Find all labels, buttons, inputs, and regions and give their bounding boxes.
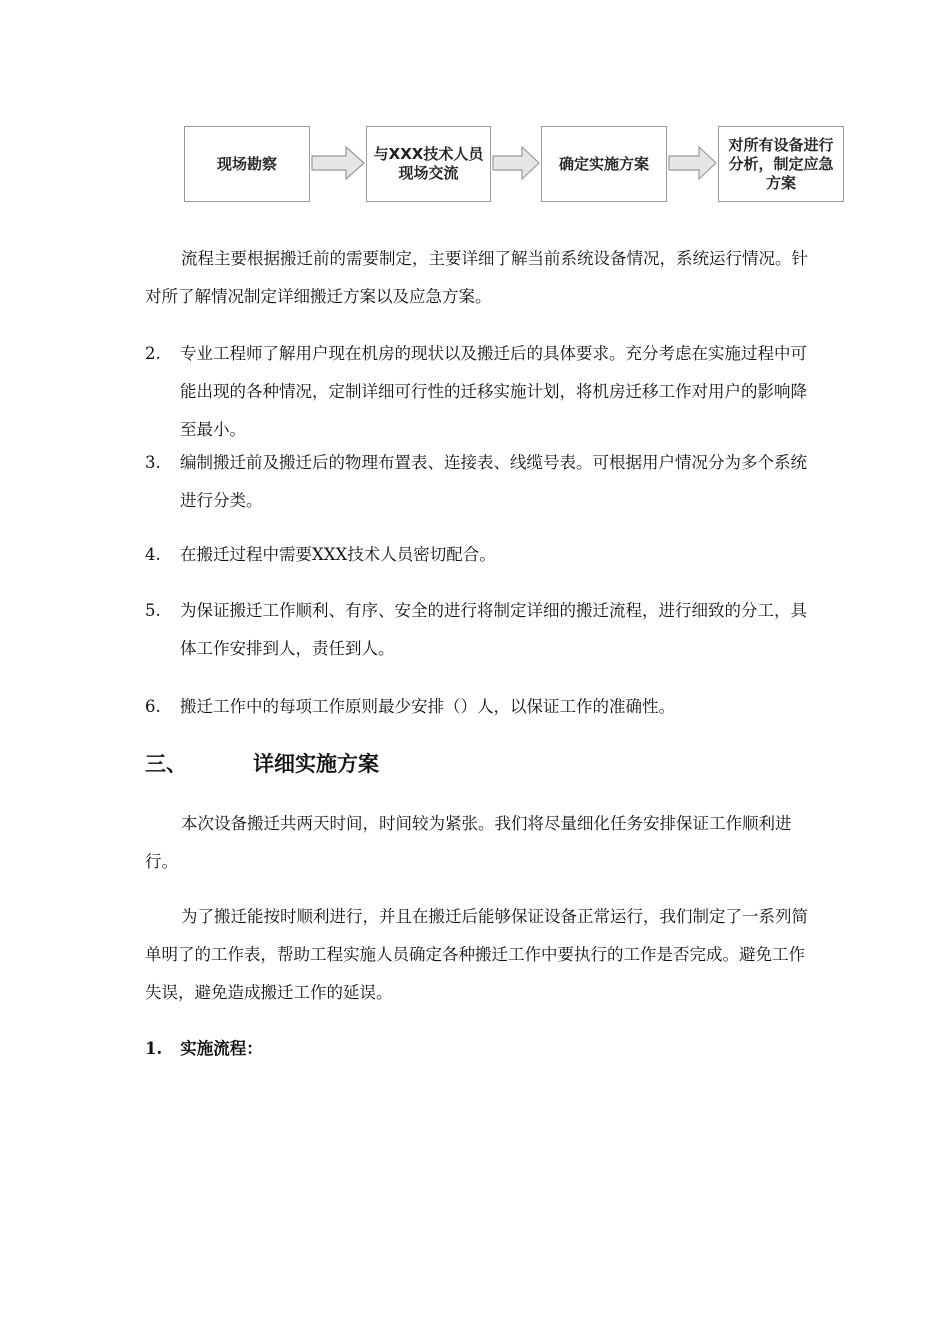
flow-step-line: 对所有设备进行 (728, 135, 834, 154)
subheading (145, 1030, 263, 1068)
flow-arrow-1 (310, 144, 366, 182)
intro-paragraph: 流程主要根据搬迁前的需要制定，主要详细了解当前系统设备情况，系统运行情况。针对所了解情况制定详细搬迁方案以及应急方案。 (145, 249, 808, 306)
list-item-text: 在搬迁过程中需要XXX技术人员密切配合。 (180, 545, 496, 564)
flow-step-exchange (366, 126, 491, 202)
flow-step-line: 方案 (765, 173, 796, 192)
flow-step-plan (541, 126, 667, 202)
section-title: 详细实施方案 (253, 752, 379, 776)
flow-step-analysis (718, 126, 844, 202)
list-item (145, 536, 810, 574)
list-item-text: 为保证搬迁工作顺利、有序、安全的进行将制定详细的搬迁流程，进行细致的分工，具体工作安排到人，责任到人。 (180, 601, 807, 658)
list-item (145, 444, 810, 520)
body-paragraph: 本次设备搬迁共两天时间，时间较为紧张。我们将尽量细化任务安排保证工作顺利进行。 (145, 814, 792, 871)
list-item (145, 688, 810, 726)
body-paragraph: 为了搬迁能按时顺利进行，并且在搬迁后能够保证设备正常运行，我们制定了一系列简单明了的工作表，帮助工程实施人员确定各种搬迁工作中要执行的工作是否完成。避免工作失误，避免造成搬迁工作的延误。 (145, 907, 808, 1002)
list-item-number: 3. (145, 453, 161, 472)
flow-step-site-survey (184, 126, 310, 202)
list-item-number: 6. (145, 697, 161, 716)
flow-step-line: 分析，制定应急 (728, 154, 834, 173)
flowchart (0, 0, 950, 230)
list-item (145, 335, 810, 449)
subheading-number: 1. (145, 1039, 163, 1058)
section-heading (145, 745, 379, 783)
flow-step-line: 现场交流 (398, 164, 459, 182)
flow-step-line: 与XXX技术人员 (373, 145, 484, 163)
section-number: 三、 (145, 752, 187, 776)
flow-arrow-2 (491, 144, 541, 182)
list-item (145, 592, 810, 668)
list-item-text: 搬迁工作中的每项工作原则最少安排（）人，以保证工作的准确性。 (180, 697, 675, 716)
list-item-text: 专业工程师了解用户现在机房的现状以及搬迁后的具体要求。充分考虑在实施过程中可能出现的各种情况，定制详细可行性的迁移实施计划，将机房迁移工作对用户的影响降至最小。 (180, 344, 807, 439)
flow-arrow-3 (667, 144, 718, 182)
list-item-number: 4. (145, 545, 161, 564)
flow-step-line: 现场勘察 (216, 154, 277, 173)
list-item-number: 5. (145, 601, 161, 620)
list-item-text: 编制搬迁前及搬迁后的物理布置表、连接表、线缆号表。可根据用户情况分为多个系统进行分类。 (180, 453, 807, 510)
subheading-title: 实施流程： (180, 1039, 263, 1058)
flow-step-line: 确定实施方案 (558, 154, 649, 173)
list-item-number: 2. (145, 344, 161, 363)
